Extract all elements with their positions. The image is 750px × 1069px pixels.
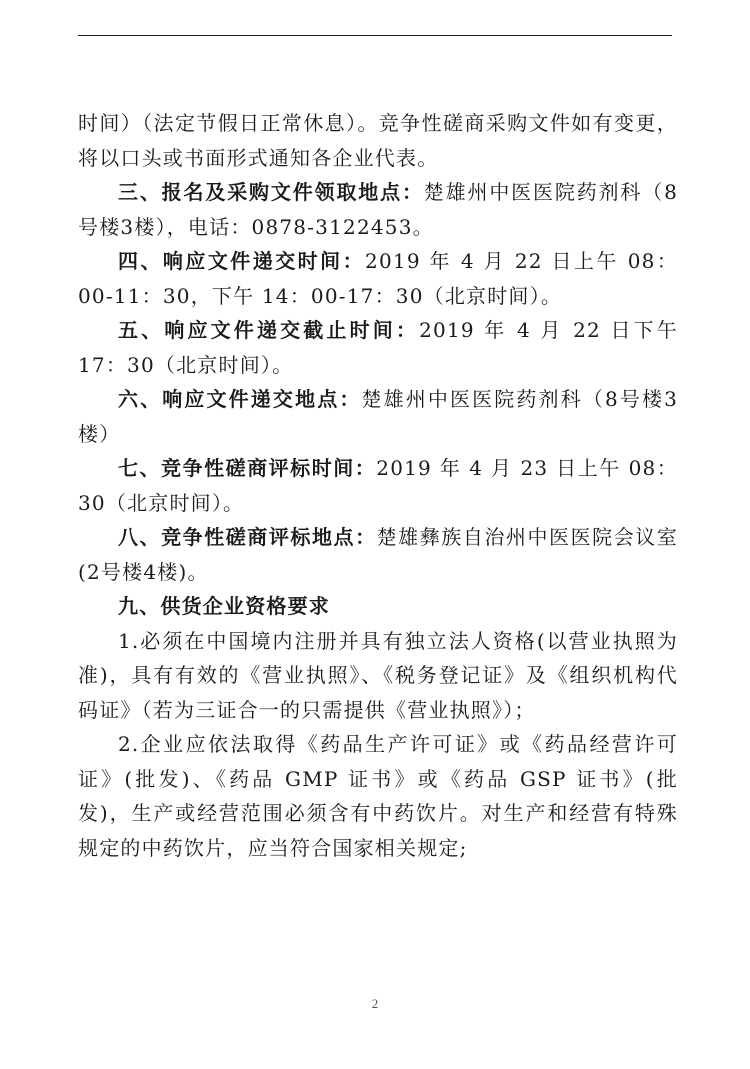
- paragraph-text: 2019 年 4 月 22 日下午 17：30（北京时间）。: [78, 318, 678, 377]
- paragraph-text: 楚雄州中医医院药剂科（8号楼3楼）: [78, 387, 679, 446]
- paragraph-heading: 九、供货企业资格要求: [118, 594, 330, 618]
- document-body: [78, 106, 678, 865]
- paragraph-heading: 六、响应文件递交地点：: [118, 387, 362, 411]
- page-number: 2: [371, 996, 379, 1011]
- paragraph-continuation: [78, 106, 678, 175]
- paragraph-text: 2019 年 4 月 23 日上午 08：30（北京时间）。: [78, 456, 678, 515]
- paragraph-submission-location: [78, 382, 678, 451]
- paragraph-heading: 三、报名及采购文件领取地点：: [118, 180, 424, 204]
- paragraph-text: 楚雄彝族自治州中医医院会议室(2号楼4楼)。: [78, 525, 678, 584]
- paragraph-evaluation-location: [78, 520, 678, 589]
- paragraph-heading: 五、响应文件递交截止时间：: [118, 318, 420, 342]
- header-rule: [78, 35, 672, 36]
- paragraph-qualification-item-1: [78, 624, 678, 728]
- paragraph-heading: 七、竞争性磋商评标时间：: [118, 456, 377, 480]
- paragraph-registration-location: [78, 175, 678, 244]
- paragraph-text: 2.企业应依法取得《药品生产许可证》或《药品经营许可证》(批发)、《药品 GMP 证书》或《药品 GSP 证书》(批发)，生产或经营范围必须含有中药饮片。对生产和经营有特殊规定的中药饮片，应当符合国家相关规定;: [78, 732, 678, 860]
- paragraph-qualification-heading: [78, 589, 678, 624]
- paragraph-heading: 八、竞争性磋商评标地点：: [118, 525, 377, 549]
- paragraph-evaluation-time: [78, 451, 678, 520]
- paragraph-text: 楚雄州中医医院药剂科（8号楼3楼），电话：0878-3122453。: [78, 180, 678, 239]
- paragraph-heading: 四、响应文件递交时间：: [118, 249, 366, 273]
- paragraph-submission-time: [78, 244, 678, 313]
- paragraph-text: 时间）（法定节假日正常休息）。竞争性磋商采购文件如有变更，将以口头或书面形式通知各企业代表。: [78, 111, 678, 170]
- paragraph-submission-deadline: [78, 313, 678, 382]
- paragraph-text: 2019 年 4 月 22 日上午 08：00-11：30，下午 14：00-17：30（北京时间）。: [78, 249, 679, 308]
- paragraph-text: 1.必须在中国境内注册并具有独立法人资格(以营业执照为准)，具有有效的《营业执照》、《税务登记证》及《组织机构代码证》（若为三证合一的只需提供《营业执照》）；: [78, 628, 678, 722]
- paragraph-qualification-item-2: [78, 727, 678, 865]
